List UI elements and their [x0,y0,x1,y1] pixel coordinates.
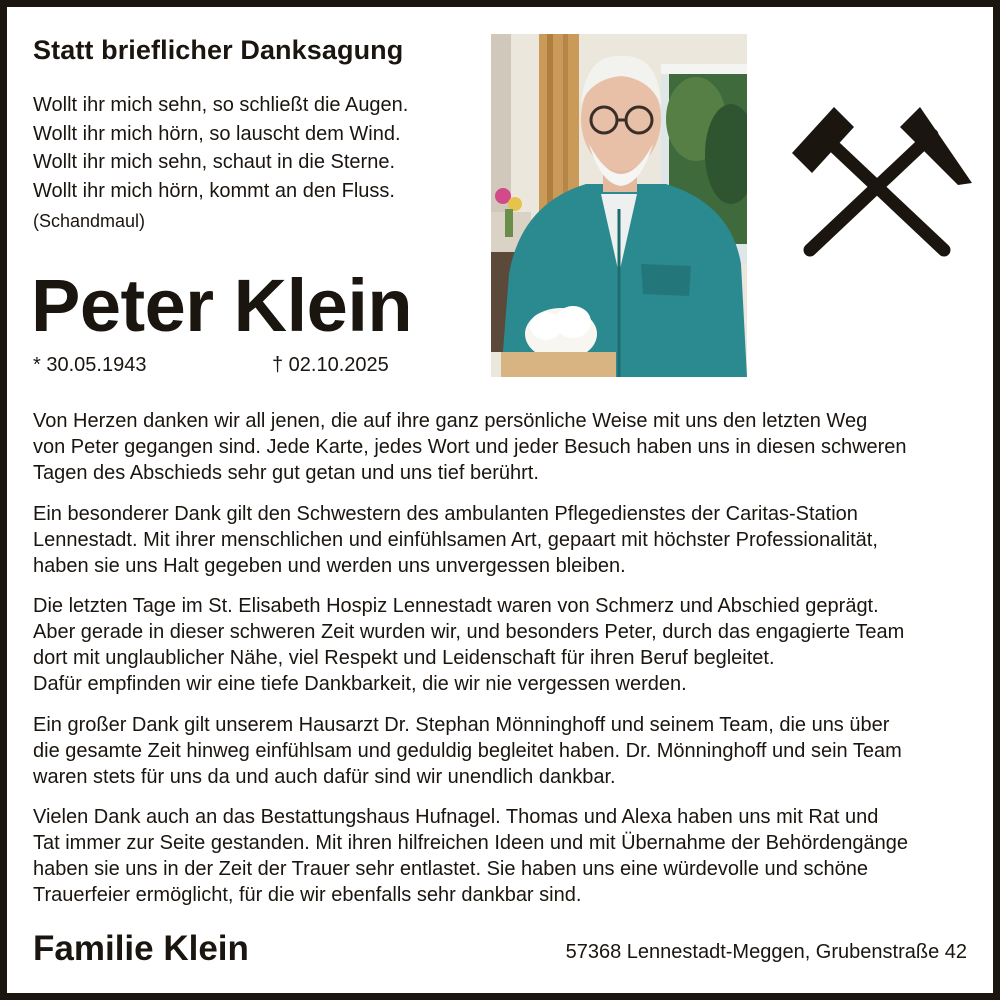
text-line: waren stets für uns da und auch dafür sind wir unendlich dankbar. [33,765,616,788]
text-line: Ein besonderer Dank gilt den Schwestern des ambulanten Pflegedienstes der Caritas-Station [33,502,858,525]
paragraph [33,593,978,697]
paragraph [33,712,978,790]
portrait-illustration [491,34,747,377]
death-date: † 02.10.2025 [272,354,389,376]
text-line: Lennestadt. Mit ihrer menschlichen und einfühlsamen Art, gepaart mit höchster Professionalität, [33,528,878,551]
text-line: Von Herzen danken wir all jenen, die auf ihre ganz persönliche Weise mit uns den letzten Weg [33,410,868,432]
text-line: Die letzten Tage im St. Elisabeth Hospiz Lennestadt waren von Schmerz und Abschied geprägt. [33,595,879,617]
letter-body [33,408,978,923]
family-address: 57368 Lennestadt-Meggen, Grubenstraße 42 [565,941,967,963]
poem-source: (Schandmaul) [33,211,146,231]
text-line: Dafür empfinden wir eine tiefe Dankbarkeit, die wir nie vergessen werden. [33,673,687,695]
text-line: Aber gerade in dieser schweren Zeit wurden wir, und besonders Peter, durch das engagierte Team [33,621,905,643]
heading: Statt brieflicher Danksagung [33,35,404,65]
paragraph [33,408,978,486]
paragraph [33,501,978,579]
deceased-name: Peter Klein [31,264,413,347]
text-line: haben sie uns in der Zeit der Trauer sehr entlastet. Sie haben uns eine würdevolle und schöne [33,858,868,880]
poem-line: Wollt ihr mich hörn, kommt an den Fluss. [33,179,395,202]
text-line: Vielen Dank auch an das Bestattungshaus Hufnagel. Thomas und Alexa haben uns mit Rat und [33,806,879,828]
text-line: haben sie uns Halt gegeben und werden uns unvergessen bleiben. [33,554,626,577]
text-line: Trauerfeier ermöglicht, für die wir ebenfalls sehr dankbar sind. [33,884,582,906]
poem-line: Wollt ihr mich sehn, schaut in die Sterne. [33,151,396,173]
hammer-and-pick-svg [782,95,972,265]
family-signature: Familie Klein [33,929,249,968]
text-line: dort mit unglaublicher Nähe, viel Respekt und Leidenschaft für ihren Beruf begleitet. [33,647,775,669]
text-line: Tat immer zur Seite gestanden. Mit ihren hilfreichen Ideen und mit Übernahme der Behördengänge [33,832,908,854]
text-line: Tagen des Abschieds sehr gut getan und uns tief berührt. [33,462,539,484]
poem-line: Wollt ihr mich sehn, so schließt die Augen. [33,94,409,116]
birth-date: * 30.05.1943 [33,354,147,376]
text-line: Ein großer Dank gilt unserem Hausarzt Dr. Stephan Mönninghoff und seinem Team, die uns über [33,713,890,736]
poem [33,91,408,205]
text-line: von Peter gegangen sind. Jede Karte, jedes Wort und jeder Besuch haben uns in diesen schweren [33,436,907,458]
paragraph [33,804,978,908]
poem-line: Wollt ihr mich hörn, so lauscht dem Wind. [33,122,401,145]
text-line: die gesamte Zeit hinweg einfühlsam und geduldig begleitet haben. Dr. Mönninghoff und sein Team [33,739,902,762]
portrait-photo [491,34,747,377]
hammer-and-pick-icon [782,95,972,265]
